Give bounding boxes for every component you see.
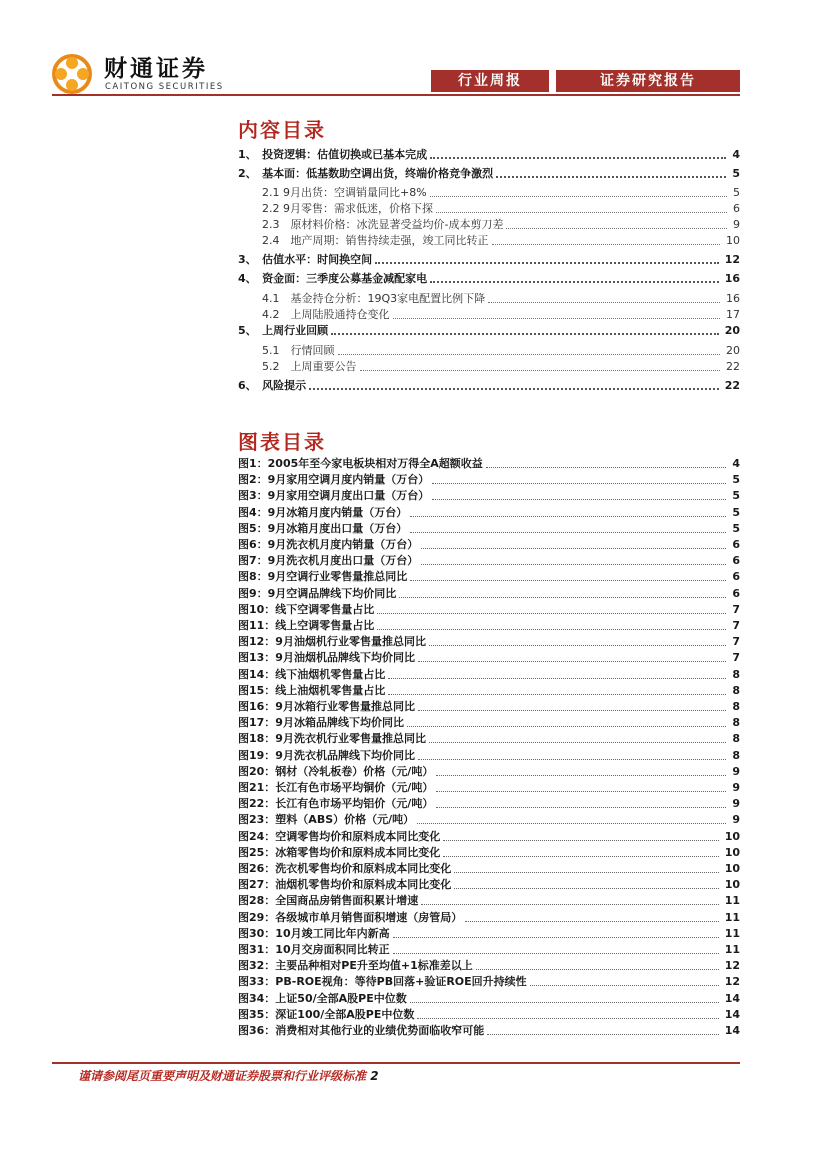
figure-entry[interactable]	[238, 844, 740, 860]
dot-leader	[429, 730, 726, 743]
figure-entry-label: 图34：上证50/全部A股PE中位数	[238, 991, 407, 1005]
figure-entry-label: 图33：PB-ROE视角：等待PB回落+验证ROE回升持续性	[238, 975, 527, 989]
figure-entry[interactable]	[238, 1022, 740, 1038]
toc-title: 内容目录	[238, 118, 326, 142]
dot-leader	[432, 487, 726, 500]
dot-leader	[407, 714, 726, 727]
figure-entry-page: 10	[724, 845, 740, 859]
toc-entry-page: 10	[726, 234, 740, 247]
figure-entry-label: 图18：9月洗衣机行业零售量推总同比	[238, 732, 426, 746]
dot-leader	[436, 795, 726, 808]
figure-entry[interactable]	[238, 876, 740, 892]
figure-entry-label: 图1：2005年至今家电板块相对万得全A超额收益	[238, 457, 483, 470]
figure-entry-label: 图31：10月交房面积同比转正	[238, 943, 390, 956]
logo-text-en: CAITONG SECURITIES	[105, 82, 224, 92]
figure-entry-page: 8	[732, 748, 740, 762]
dot-leader	[454, 860, 718, 873]
figure-entry-page: 6	[732, 586, 740, 600]
figure-entry[interactable]	[238, 892, 740, 908]
caitong-logo-icon	[52, 54, 92, 94]
dot-leader	[496, 164, 726, 178]
toc-entry-page: 16	[726, 292, 740, 305]
toc-entry-page: 9	[733, 218, 740, 231]
toc-entry[interactable]	[238, 200, 740, 216]
dot-leader	[432, 471, 726, 484]
toc-entry[interactable]	[238, 377, 740, 393]
figure-entry[interactable]	[238, 941, 740, 957]
figure-entry-page: 6	[732, 554, 740, 568]
toc-entry-page: 5	[732, 167, 740, 180]
figure-entry[interactable]	[238, 601, 740, 617]
figure-entry[interactable]	[238, 666, 740, 682]
report-type-tag: 行业周报	[431, 70, 549, 92]
header-divider	[52, 94, 740, 96]
toc-entry-page: 6	[733, 202, 740, 215]
dot-leader	[430, 145, 726, 159]
figure-entry-label: 图4：9月冰箱月度内销量（万台）	[238, 505, 408, 519]
dot-leader	[506, 216, 727, 229]
figure-entry-label: 图29：各级城市单月销售面积增速（房管局）	[238, 910, 463, 924]
figure-entry-page: 8	[732, 667, 740, 681]
toc-entry-page: 20	[726, 344, 740, 357]
dot-leader	[530, 973, 719, 986]
figure-entry-page: 9	[732, 813, 740, 827]
figure-entry[interactable]	[238, 763, 740, 779]
dot-leader	[410, 504, 726, 517]
figure-entry-label: 图30：10月竣工同比年内新高	[238, 926, 390, 940]
dot-leader	[421, 536, 726, 549]
figure-entry-label: 图21：长江有色市场平均铜价（元/吨）	[238, 781, 434, 794]
figure-entry-label: 图13：9月油烟机品牌线下均价同比	[238, 651, 415, 665]
dot-leader	[393, 925, 719, 938]
figure-entry-label: 图20：钢材（冷轧板卷）价格（元/吨）	[238, 764, 434, 778]
footer-disclaimer-text: 谨请参阅尾页重要声明及财通证券股票和行业评级标准	[78, 1069, 367, 1083]
figure-entry[interactable]	[238, 471, 740, 487]
figure-entry-page: 8	[732, 732, 740, 746]
dot-leader	[360, 358, 721, 371]
figure-entry-label: 图15：线上油烟机零售量占比	[238, 683, 386, 697]
toc-entry[interactable]	[238, 232, 740, 248]
toc-entry-label: 4.1 基金持仓分析：19Q3家电配置比例下降	[262, 292, 486, 305]
toc-entry-page: 22	[724, 379, 740, 392]
footer-disclaimer	[78, 1067, 379, 1084]
dot-leader	[443, 844, 718, 857]
figure-entry-page: 7	[732, 651, 740, 665]
dot-leader	[429, 633, 726, 646]
figure-entry-label: 图11：线上空调零售量占比	[238, 619, 375, 632]
figure-entry[interactable]	[238, 957, 740, 973]
figure-entry-page: 9	[732, 764, 740, 778]
dot-leader	[418, 698, 726, 711]
figure-entry-label: 图28：全国商品房销售面积累计增速	[238, 894, 419, 908]
figure-entry-page: 6	[732, 538, 740, 551]
figure-entry[interactable]	[238, 973, 740, 989]
figure-entry-page: 8	[732, 700, 740, 713]
figure-entry-label: 图14：线下油烟机零售量占比	[238, 667, 386, 681]
dot-leader	[375, 250, 719, 264]
toc-entry[interactable]	[238, 306, 740, 322]
toc-entry[interactable]	[238, 146, 740, 162]
dot-leader	[417, 1006, 718, 1019]
figure-entry[interactable]	[238, 811, 740, 827]
figure-entry-page: 5	[732, 521, 740, 535]
dot-leader	[410, 990, 719, 1003]
toc-entry-label: 2.2 9月零售：需求低迷，价格下探	[262, 202, 433, 215]
figure-entry[interactable]	[238, 909, 740, 925]
figure-entry-page: 5	[732, 489, 740, 503]
figure-entry[interactable]	[238, 536, 740, 552]
dot-leader	[399, 585, 726, 598]
dot-leader	[377, 617, 726, 630]
figure-entry[interactable]	[238, 860, 740, 876]
figure-entry-page: 11	[724, 894, 740, 908]
dot-leader	[486, 455, 727, 468]
dot-leader	[388, 682, 726, 695]
figure-entry-label: 图2：9月家用空调月度内销量（万台）	[238, 473, 430, 487]
figure-entry-label: 图35：深证100/全部A股PE中位数	[238, 1007, 415, 1021]
company-logo	[52, 54, 262, 94]
toc-entry-label: 5、 上周行业回顾	[238, 324, 329, 337]
figure-entry-page: 11	[724, 926, 740, 940]
figure-entry[interactable]	[238, 585, 740, 601]
figure-entry-page: 12	[724, 959, 740, 973]
toc-entry-label: 3、 估值水平：时间换空间	[238, 253, 373, 266]
toc-entry-label: 2.3 原材料价格：冰洗显著受益均价-成本剪刀差	[262, 218, 504, 231]
toc-entry-page: 20	[724, 324, 740, 337]
toc-entry[interactable]	[238, 165, 740, 181]
dot-leader	[487, 1022, 718, 1035]
toc-entry-page: 4	[732, 148, 740, 161]
figure-entry-page: 10	[724, 862, 740, 875]
dot-leader	[430, 184, 727, 197]
figure-entry-page: 8	[732, 716, 740, 730]
dot-leader	[388, 666, 726, 679]
dot-leader	[443, 828, 718, 841]
toc-entry-page: 12	[724, 253, 740, 266]
dot-leader	[476, 957, 719, 970]
figure-entry-page: 7	[732, 619, 740, 632]
figure-entry[interactable]	[238, 633, 740, 649]
figure-entry[interactable]	[238, 747, 740, 763]
toc-entry[interactable]	[238, 184, 740, 200]
figure-entry-label: 图23：塑料（ABS）价格（元/吨）	[238, 813, 415, 827]
figure-entry-label: 图16：9月冰箱行业零售量推总同比	[238, 700, 415, 713]
figure-entry-label: 图32：主要品种相对PE升至均值+1标准差以上	[238, 959, 473, 973]
figure-entry-label: 图3：9月家用空调月度出口量（万台）	[238, 489, 430, 503]
figure-entry-page: 14	[724, 1007, 740, 1021]
figures-title: 图表目录	[238, 430, 326, 454]
toc-entry-page: 16	[724, 272, 740, 285]
toc-entry-label: 4、 资金面：三季度公募基金减配家电	[238, 272, 428, 285]
figure-entry-page: 12	[724, 975, 740, 989]
figure-entry[interactable]	[238, 795, 740, 811]
toc-entry-label: 4.2 上周陆股通持仓变化	[262, 308, 390, 321]
figure-entry[interactable]	[238, 568, 740, 584]
dot-leader	[393, 941, 719, 954]
dot-leader	[454, 876, 718, 889]
figure-entry-page: 4	[732, 457, 740, 470]
dot-leader	[430, 269, 719, 283]
dot-leader	[410, 520, 726, 533]
figure-entry[interactable]	[238, 779, 740, 795]
dot-leader	[309, 376, 719, 390]
figure-entry-page: 5	[732, 505, 740, 519]
figure-entry-page: 11	[724, 910, 740, 924]
table-of-contents	[238, 142, 740, 398]
dot-leader	[393, 306, 721, 319]
figure-entry-label: 图25：冰箱零售均价和原料成本同比变化	[238, 845, 441, 859]
toc-entry-page: 5	[733, 186, 740, 199]
toc-entry-label: 5.1 行情回顾	[262, 344, 335, 357]
figure-entry[interactable]	[238, 455, 740, 471]
figure-entry-page: 8	[732, 683, 740, 697]
figure-entry-label: 图7：9月洗衣机月度出口量（万台）	[238, 554, 419, 568]
figure-entry[interactable]	[238, 504, 740, 520]
toc-entry-label: 1、 投资逻辑：估值切换或已基本完成	[238, 148, 428, 161]
dot-leader	[492, 232, 721, 245]
dot-leader	[331, 321, 719, 335]
toc-entry[interactable]	[238, 216, 740, 232]
dot-leader	[465, 909, 718, 922]
toc-entry[interactable]	[238, 251, 740, 267]
figure-entry-label: 图8：9月空调行业零售量推总同比	[238, 570, 408, 584]
figure-entry-page: 7	[732, 602, 740, 616]
figure-entry-page: 14	[724, 1024, 740, 1037]
toc-entry-label: 2、 基本面：低基数助空调出货，终端价格竞争激烈	[238, 167, 494, 180]
figure-entry-page: 6	[732, 570, 740, 584]
figure-entry[interactable]	[238, 1006, 740, 1022]
figure-entry-label: 图12：9月油烟机行业零售量推总同比	[238, 635, 426, 649]
figure-entry-label: 图36：消费相对其他行业的业绩优势面临收窄可能	[238, 1024, 485, 1037]
figure-entry[interactable]	[238, 990, 740, 1006]
report-category-tag: 证券研究报告	[556, 70, 740, 92]
figure-entry[interactable]	[238, 552, 740, 568]
figure-list	[238, 455, 740, 1039]
toc-entry-label: 6、 风险提示	[238, 379, 307, 392]
figure-entry-page: 5	[732, 473, 740, 487]
figure-entry-page: 11	[724, 943, 740, 956]
toc-entry-page: 17	[726, 308, 740, 321]
figure-entry[interactable]	[238, 828, 740, 844]
figure-entry[interactable]	[238, 617, 740, 633]
toc-entry[interactable]	[238, 290, 740, 306]
toc-entry-label: 2.4 地产周期：销售持续走强，竣工同比转正	[262, 234, 489, 247]
figure-entry-label: 图27：油烟机零售均价和原料成本同比变化	[238, 878, 452, 892]
figure-entry-label: 图24：空调零售均价和原料成本同比变化	[238, 829, 441, 843]
figure-entry-page: 9	[732, 781, 740, 794]
logo-text-cn: 财通证券	[104, 56, 208, 82]
toc-entry-label: 2.1 9月出货：空调销量同比+8%	[262, 186, 427, 199]
figure-entry-label: 图9：9月空调品牌线下均价同比	[238, 586, 397, 600]
toc-entry[interactable]	[238, 342, 740, 358]
figure-entry-label: 图10：线下空调零售量占比	[238, 602, 375, 616]
dot-leader	[436, 763, 726, 776]
figure-entry-page: 10	[724, 878, 740, 892]
figure-entry-label: 图22：长江有色市场平均铝价（元/吨）	[238, 797, 434, 811]
figure-entry[interactable]	[238, 714, 740, 730]
figure-entry[interactable]	[238, 520, 740, 536]
dot-leader	[421, 892, 718, 905]
toc-entry[interactable]	[238, 358, 740, 374]
dot-leader	[418, 747, 726, 760]
toc-entry-label: 5.2 上周重要公告	[262, 360, 357, 373]
dot-leader	[377, 601, 726, 614]
figure-entry[interactable]	[238, 698, 740, 714]
figure-entry-label: 图19：9月洗衣机品牌线下均价同比	[238, 748, 415, 762]
dot-leader	[421, 552, 726, 565]
figure-entry-page: 9	[732, 797, 740, 811]
dot-leader	[417, 811, 726, 824]
figure-entry[interactable]	[238, 730, 740, 746]
figure-entry-page: 14	[724, 991, 740, 1005]
dot-leader	[436, 200, 727, 213]
figure-entry[interactable]	[238, 925, 740, 941]
footer-divider	[52, 1062, 740, 1064]
figure-entry[interactable]	[238, 649, 740, 665]
figure-entry-label: 图17：9月冰箱品牌线下均价同比	[238, 716, 404, 730]
dot-leader	[436, 779, 726, 792]
figure-entry-label: 图26：洗衣机零售均价和原料成本同比变化	[238, 862, 452, 875]
dot-leader	[418, 649, 726, 662]
toc-entry[interactable]	[238, 270, 740, 286]
toc-entry-page: 22	[726, 360, 740, 373]
figure-entry[interactable]	[238, 682, 740, 698]
dot-leader	[338, 342, 721, 355]
dot-leader	[410, 568, 726, 581]
figure-entry-label: 图5：9月冰箱月度出口量（万台）	[238, 521, 408, 535]
dot-leader	[488, 290, 720, 303]
page-number: 2	[370, 1069, 379, 1083]
figure-entry-page: 10	[724, 829, 740, 843]
figure-entry-page: 7	[732, 635, 740, 649]
figure-entry[interactable]	[238, 487, 740, 503]
toc-entry[interactable]	[238, 322, 740, 338]
figure-entry-label: 图6：9月洗衣机月度内销量（万台）	[238, 538, 419, 551]
